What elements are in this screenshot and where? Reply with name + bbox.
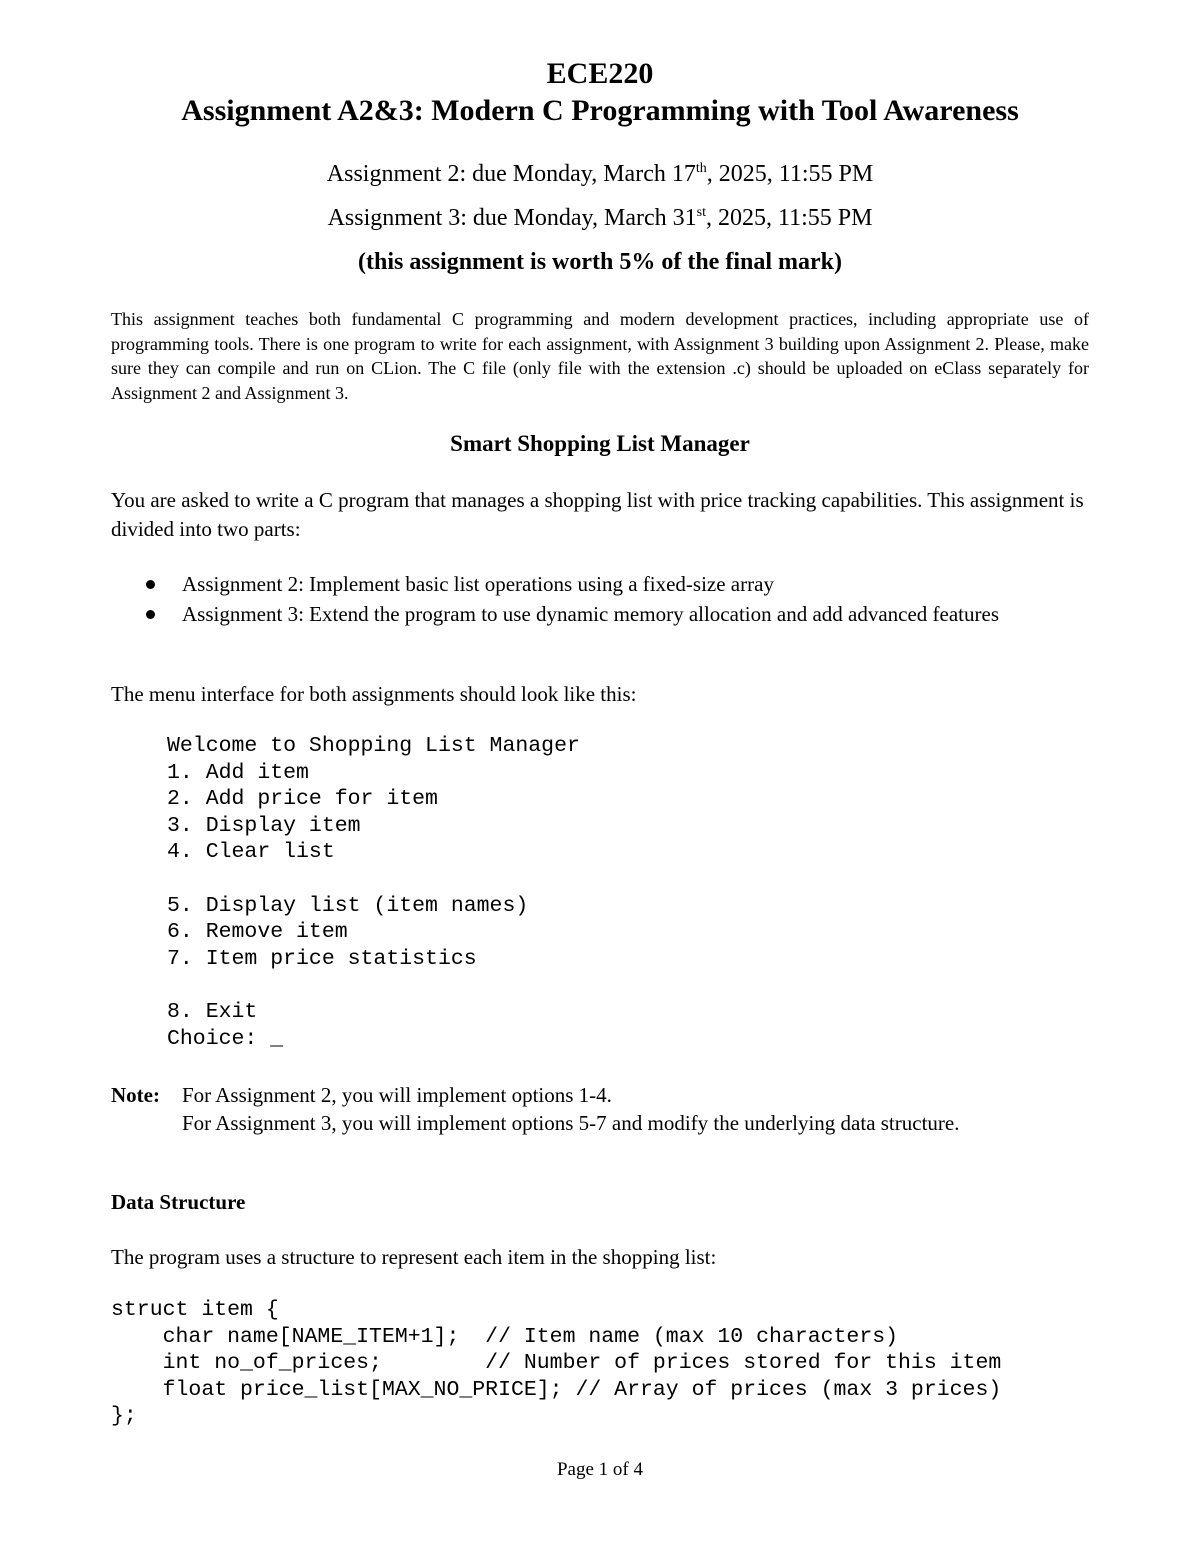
menu-prompt: Choice: _ (167, 1026, 284, 1051)
assignment-title: Assignment A2&3: Modern C Programming with Tool Awareness (181, 94, 1019, 127)
menu-option: 3. Display item (167, 813, 361, 838)
menu-option: 8. Exit (167, 999, 258, 1024)
menu-option: 6. Remove item (167, 920, 348, 945)
menu-option: 1. Add item (167, 760, 309, 785)
intro-paragraph: This assignment teaches both fundamental C programming and modern development practices, including appropriate use of programming tools. There is one program to write for each assignment, with Assignment 3 building upon Assignment 2. Please, make sure they can compile and run on CLion. The C file (only file with the extension .c) should be uploaded on eClass separately for Assignment 2 and Assignment 3. (111, 309, 1089, 403)
data-structure-paragraph: The program uses a structure to represent each item in the shopping list: (111, 1245, 717, 1269)
worth-note: (this assignment is worth 5% of the final mark) (358, 249, 842, 275)
note-label: Note: (111, 1083, 160, 1107)
menu-sample (167, 733, 580, 1052)
ordinal-suffix: th (695, 161, 707, 176)
due-text: Assignment 2: due Monday, March 17 (326, 161, 696, 187)
code-line: int no_of_prices; // Number of prices stored for this item (111, 1351, 1002, 1376)
menu-gap (167, 972, 580, 999)
menu-intro-paragraph: The menu interface for both assignments should look like this: (111, 682, 637, 706)
menu-option: 2. Add price for item (167, 787, 438, 812)
menu-welcome: Welcome to Shopping List Manager (167, 734, 580, 758)
bullet-icon (146, 610, 155, 619)
struct-code-block (111, 1297, 1001, 1430)
list-item (111, 600, 1091, 628)
menu-option: 5. Display list (item names) (167, 893, 529, 918)
page-number: Page 1 of 4 (556, 1459, 643, 1480)
data-structure-heading: Data Structure (111, 1190, 246, 1214)
due-time: , 2025, 11:55 PM (705, 205, 873, 231)
menu-option: 7. Item price statistics (167, 946, 477, 971)
course-code: ECE220 (546, 57, 654, 90)
code-line: char name[NAME_ITEM+1]; // Item name (max 10 characters) (111, 1324, 899, 1349)
code-line: float price_list[MAX_NO_PRICE]; // Array of prices (max 3 prices) (111, 1377, 1002, 1402)
due-time: , 2025, 11:55 PM (706, 161, 874, 187)
code-line: }; (111, 1404, 137, 1429)
due-date-assignment-2 (0, 161, 1200, 188)
ordinal-suffix: st (696, 205, 706, 220)
due-date-assignment-3 (0, 205, 1200, 232)
menu-option: 4. Clear list (167, 840, 335, 865)
code-line: struct item { (111, 1298, 279, 1322)
bullet-text: Assignment 2: Implement basic list operations using a fixed-size array (182, 572, 774, 596)
bullet-text: Assignment 3: Extend the program to use dynamic memory allocation and add advanced features (182, 602, 1000, 626)
note-line: For Assignment 2, you will implement options 1-4. (182, 1083, 612, 1107)
description-paragraph: You are asked to write a C program that manages a shopping list with price tracking capabilities. This assignment is divided into two parts: (111, 488, 1084, 541)
due-text: Assignment 3: due Monday, March 31 (327, 205, 697, 231)
list-item (111, 570, 1091, 598)
assignment-parts-list (111, 570, 1091, 630)
note-line: For Assignment 3, you will implement options 5-7 and modify the underlying data structure. (182, 1111, 960, 1135)
bullet-icon (146, 580, 155, 589)
section-title: Smart Shopping List Manager (450, 431, 750, 456)
menu-gap (167, 866, 580, 893)
